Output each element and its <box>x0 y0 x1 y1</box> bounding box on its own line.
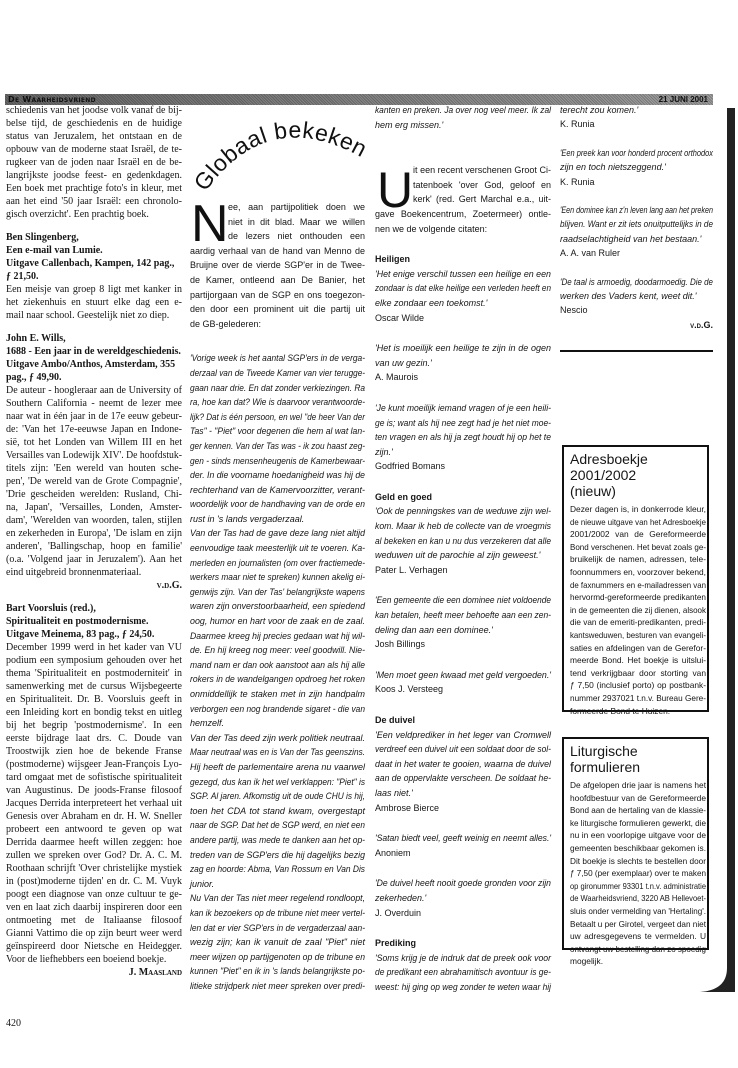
line-text: gen - sinds mensenheugenis de Kamerbewaar- <box>190 455 365 466</box>
liturgische-title: Liturgische formulieren <box>570 743 641 775</box>
line-text: weduwen uit de parochie al zijn geweest.' <box>375 550 541 561</box>
line-text: nummer 2937021 t.n.v. Bureau Gere- <box>570 692 706 703</box>
line-text: De afgelopen drie jaar is namens het <box>570 780 706 790</box>
line-text: naar wat in één jaar in de 17e eeuw gebeur- <box>6 411 182 422</box>
line-text: meer wijzen op partijgenoten op de tribune en <box>190 951 365 962</box>
line-text: 1688 - Een jaar in de wereldgeschiedenis. <box>6 346 181 357</box>
line-text: len dat er vier SGP'ers in de vergaderzaal aan- <box>190 922 365 933</box>
line-text: de predikant een abrahamitisch avontuur is ge- <box>375 967 551 978</box>
line-text: podium een symposium gehouden over het <box>6 655 182 666</box>
line-text: daat in het water te gooien, waarna de duivel <box>375 758 551 769</box>
line-text: saties en afdelingen van de Gerefor- <box>570 642 706 653</box>
line-text: Van der Tas had de gave deze lang niet altijd <box>190 528 365 539</box>
line-text: woordelijk voor de handhaving van de orde en <box>190 499 365 510</box>
line-text: 'Een gemeente die een dominee niet voldoende <box>375 595 551 606</box>
line-text: K. Runia <box>560 119 595 130</box>
line-text: 'Een veldprediker in het leger van Cromwell <box>375 729 551 740</box>
line-text: Roothaan schrijft 'Over christelijke mystiek <box>6 863 182 874</box>
line-text: verborgen een nog brandende sigaret - die van <box>190 703 365 714</box>
line-text: en zekerheden in Europa', 'De islam en zijn <box>6 528 182 539</box>
line-text: rechterhand van de Kamervoorzitter, verant- <box>190 484 365 495</box>
line-text: meerde Bond. Het boekje is uitslui- <box>570 655 706 666</box>
line-text: der. In die voorname hoedanigheid was hij de <box>190 470 365 481</box>
line-text: De duivel <box>375 715 416 725</box>
line-text: Uitgave Callenbach, Kampen, 142 pag., <box>6 258 175 269</box>
line-text: Koos J. Versteeg <box>375 684 444 695</box>
line-text: gezegd, dus kan ik het wel verklappen: "Piet" is <box>190 776 365 787</box>
line-text: merleden en journalisten (om over fractiemede- <box>190 557 365 568</box>
line-text: zijn en toch nietszeggend.' <box>560 162 666 173</box>
line-text: zijn.' <box>375 446 393 457</box>
line-text: onmiddellijk te staken met in zijn handpalm <box>190 689 365 699</box>
line-text: 'Het is moeilijk een heilige te zijn in de ogen <box>375 343 551 354</box>
line-text: A. A. van Ruler <box>560 248 621 259</box>
line-text: 'De duivel heeft nooit goede gronden voor zijn <box>375 878 551 889</box>
line-text: van Augustinus. De joods-Franse filosoof <box>6 785 182 796</box>
line-text: op gironummer 93301 t.n.v. administratie <box>570 880 706 891</box>
line-text: Maar neutraal was en is Van der Tas geenszins. <box>190 747 365 758</box>
line-text: Heiligen <box>375 254 411 265</box>
line-text: Hij heeft de parlementaire arena nu vaarwel <box>190 761 365 772</box>
line-text: 'De taal is armoedig, doodarmoedig. Die de <box>560 276 713 287</box>
line-text: al bekeken en kan u nu dus verzekeren dat alle <box>375 535 551 546</box>
line-text: raadselachtigheid van het bestaan.' <box>560 233 702 244</box>
line-text: Uitgave Meinema, 83 pag., ƒ 24,50. <box>6 629 155 640</box>
line-text: 'Vorige week is het aantal SGP'ers in de verga- <box>190 353 365 364</box>
line-text: 'Men moet geen kwaad met geld vergoeden.' <box>375 669 551 680</box>
line-text: (postmoderne) wijsgeer Jean-François Lyo- <box>6 759 182 770</box>
line-text: eerste bijdrage laat drs. C. Doude van <box>6 733 182 744</box>
line-text: gemeenten beschikbaar gekomen is. <box>570 842 706 853</box>
line-text: pen', 'De wereld van de Grote Compagnie', <box>6 476 182 487</box>
line-text: Een boek met prachtige foto's in kleur, met <box>6 183 182 194</box>
line-text: de lezers niet onthouden een <box>228 231 365 242</box>
issue-date: 21 JUNI 2001 <box>658 95 708 104</box>
line-text: junior. <box>190 878 215 889</box>
line-text: gave Boekencentrum, Zoetermeer) ontle- <box>375 208 551 219</box>
line-text: Ben Slingenberg, <box>6 232 79 243</box>
line-text: tend verkrijgbaar door storting van <box>570 667 706 678</box>
line-text: 2001/2002 van de Gereformeerde <box>570 529 706 540</box>
line-text: John E. Wills, <box>6 333 66 344</box>
line-text: Southern California - neemt de lezer mee <box>6 398 182 409</box>
line-text: Anoniem <box>375 847 411 858</box>
line-text: derzaal van de Tweede Kamer van vier terugge- <box>190 367 365 378</box>
publication-name: De Waarheidsvriend <box>8 95 96 104</box>
line-text: Nu Van der Tas niet meer regelend rondloopt, <box>190 893 365 904</box>
line-text: toen het CDA tot stand kwam, overgestapt <box>190 805 365 816</box>
line-text: in de gemeenten die zij dienen, alsook <box>570 604 706 615</box>
line-text: kunnen "Piet" en ik in 's lands belangrijkste po- <box>190 966 365 977</box>
line-text: opbouw van de moderne staat Israël, de te- <box>6 144 182 155</box>
line-text: kan ik bezoekers op de tribune niet meer vertel- <box>190 907 365 918</box>
line-text: Een e-mail van Lumie. <box>6 245 103 256</box>
line-text: Bond verschenen. Het bevat zoals ge- <box>570 541 706 552</box>
line-text: de faxnummers en e-mailadressen van <box>570 579 706 590</box>
line-text: den door een prominent uit die partij uit <box>190 304 365 315</box>
line-text: 'Drie gescheiden werelden: Rusland, Chi- <box>6 489 182 500</box>
line-text: dam', 'Werelden van woorden, talen, stijlen <box>6 515 182 526</box>
line-text: langrijkste joodse feest- en gedenkdagen. <box>6 170 182 181</box>
line-text: de. En hij kreeg nog meer: veel goodwill. Nie- <box>190 645 365 656</box>
line-text: blijven. Want er zit iets onuitputtelijks in de <box>560 219 713 230</box>
line-text: ee, aan partijpolitiek doen we <box>228 202 365 212</box>
line-text: Genesis over Abraham en dr. H. W. Sneller <box>6 811 182 822</box>
line-text: tatenboek 'over God, geloof en <box>413 179 551 190</box>
line-text: Derrida daarmee heeft willen zeggen: hoe <box>6 837 182 848</box>
line-text: ƒ 7,50 (per exemplaar) over te maken <box>570 868 706 879</box>
line-text: ger kennen. Van der Tas was - ik zou haast zeg- <box>190 440 365 451</box>
line-text: ten vragen en als hij ja zegt houdt hij op het te <box>375 432 551 443</box>
line-text: ƒ 7,50 (inclusief porto) op postbank- <box>570 680 706 691</box>
line-text: Troostwijk zien hoe de bekende Franse <box>6 746 182 757</box>
line-text: de: 'Van het 17e-eeuwse Japan en Indone- <box>6 424 182 435</box>
line-text: de Waarheidsvriend, 3220 AB Hellevoet- <box>570 893 706 904</box>
line-text: eenvoudige taak meesterlijk uit te voeren. Ka- <box>190 543 365 554</box>
line-text: zag en hoorde: Abma, Van Rossum en Van Dis <box>190 864 365 875</box>
line-text: zullen we spreken over God? Dr. A. C. M. <box>6 850 182 861</box>
line-text: status van Jeruzalem, het ontstaan en de <box>6 131 182 142</box>
line-text: ge is; want als hij nee zegt had je het niet moe- <box>375 417 551 428</box>
line-text: Betaalt u per Girotel, vergeet dan niet <box>570 918 706 929</box>
line-text: Godfried Bomans <box>375 461 446 472</box>
line-text: van uw gezin.' <box>375 357 432 368</box>
line-text: Geld en goed <box>375 491 433 502</box>
line-text: Jacques Derrida interpreteert het verhaal uit <box>6 798 182 809</box>
line-text: werken des Vaders kent, weet dit.' <box>560 290 697 301</box>
line-text: weest: hij ging op weg zonder te weten waar hij <box>375 981 551 992</box>
line-text: Pater L. Verhagen <box>375 564 448 575</box>
line-text: Een meisje van groep 8 ligt met kanker in <box>6 284 182 295</box>
line-text: A. Maurois <box>375 372 419 383</box>
line-text: waren zijn onverstoorbaarheid, een spiedend <box>190 601 365 612</box>
line-text: niet in dit blad. Maar we willen <box>228 216 365 227</box>
line-text: Ambrose Bierce <box>375 802 440 813</box>
line-text: uw adresgegevens te vermelden. U <box>570 931 706 942</box>
line-text: en Spiritualiteit. Dr. B. Voorsluis geeft in <box>6 694 182 705</box>
line-text: de Kamer, ontleend aan De Banier, het <box>190 274 365 285</box>
line-text: treden van de SGP'ers die hij dagelijks bezig <box>190 849 365 860</box>
line-text: ra, hoe kan dat? Wie is daarvoor verantwoorde- <box>190 397 365 408</box>
line-text: (o.a. 'Volgend jaar in Jeruzalem'). Aan het <box>6 554 182 565</box>
line-text: andere partij, was mede te danken aan het op- <box>190 834 365 845</box>
line-text: Van der Tas deed zijn werk politiek neutraal. <box>190 732 365 743</box>
dropcap-u: U <box>377 162 414 218</box>
line-text: zondaar is dat elke heilige een verleden heeft en <box>375 283 551 294</box>
line-text: poogt een diagnose van onze cultuur te ge- <box>6 889 182 900</box>
line-text: hemzelf. <box>190 718 225 729</box>
line-text: elke zondaar een toekomst.' <box>375 297 488 308</box>
line-text: na, Japan', 'Versailles, Londen, Amster- <box>6 502 182 513</box>
line-text: belse tijd, de geschiedenis en de huidige <box>6 118 182 129</box>
line-text: samenwerking met de cursus Wijsbegeerte <box>6 681 182 692</box>
line-text: mogelijk. <box>570 956 604 967</box>
line-text: bruikelijk de namen, adressen, tele- <box>570 554 706 565</box>
line-text: Tas" - "Piet" voor degenen die hem al wat lan- <box>190 426 365 437</box>
line-text: hem erg missen.' <box>375 119 444 130</box>
line-text: naar de SGP. Dat het de SGP werd, en niet een <box>190 820 365 831</box>
line-text: Versailles van Lodewijk XIV'. De hoofdstuk- <box>6 450 182 461</box>
line-text: in (post)moderne tijden' en dr. C. M. Vuyk <box>6 876 182 887</box>
line-text: zekerheden.' <box>375 892 427 903</box>
line-text: formeerde Bond te Huizen. <box>570 705 671 716</box>
line-text: gaan naar drie. En dat zonder verkiezingen. Ra <box>190 382 365 393</box>
line-text: 'Je kunt moeilijk iemand vragen of je een heili- <box>375 402 551 413</box>
line-text: anderen', 'Ballingschap, hoop en familie' <box>6 541 182 552</box>
line-text: die van de emeriti-predikanten, predi- <box>570 617 706 628</box>
line-text: eind uitgebreid bronnenmateriaal. <box>6 567 142 578</box>
line-text: rugkeer van de joden naar Israël en de be- <box>6 157 182 168</box>
line-text: oog, humor en hart voor de zaak en de zaal. <box>190 616 365 627</box>
line-text: v.d.G. <box>156 580 182 591</box>
line-text: terecht zou komen.' <box>560 105 639 115</box>
line-text: een Inleiding kort en bondig tekst en uitleg <box>6 707 182 718</box>
line-text: Voor de liefhebbers een boeiend boekje. <box>6 954 167 965</box>
line-text: mand nam er dan ook aanstoot aan als hij alle <box>190 659 365 670</box>
line-text: probeert een antwoord te geven op wat <box>6 824 182 835</box>
line-text: De auteur - hoogleraar aan de University of <box>6 385 182 396</box>
section-title: Globaal bekeken <box>188 116 372 196</box>
line-text: wezig zijn; kan ik vanuit de zaal "Piet" niet <box>190 937 365 948</box>
line-text: SGP. Al jaren. Afkomstig uit de oude CHU is hij, <box>190 791 365 802</box>
line-text: Spiritualiteit en postmodernisme. <box>6 616 149 627</box>
line-text: Gianni Vattimo die op zijn beurt weer werd <box>6 928 182 939</box>
line-text: 'Satan biedt veel, geeft weinig en neemt alles.' <box>375 833 551 844</box>
line-text: ƒ 21,50. <box>6 271 39 282</box>
line-text: rokers in de wandelgangen opdroeg het roken <box>190 674 365 685</box>
line-text: hoofdbestuur van de Gereformeerde <box>570 792 706 803</box>
line-text: Bart Voorsluis (red.), <box>6 603 96 614</box>
line-text: tard omgaat met de sofistische spiritualiteit <box>6 772 182 783</box>
line-text: sluis onder vermelding van 'Hertaling'. <box>570 905 706 916</box>
line-text: 'Soms krijg je de indruk dat de preek ook voor <box>375 952 551 963</box>
line-text: ke liturgische formulieren gewerkt, die <box>570 817 706 828</box>
line-text: J. Maasland <box>128 967 182 978</box>
line-text: v.d.G. <box>690 319 713 330</box>
line-text: 'Een dominee kan z'n leven lang aan het preken <box>560 204 713 215</box>
box-title-line: Adresboekje 2001/2002 <box>570 451 648 483</box>
line-text: Dezer dagen is, in donkerrode kleur, <box>570 504 706 514</box>
line-text: kan betalen, heeft meer behoefte aan een zen- <box>375 610 551 621</box>
line-text: J. Overduin <box>375 907 422 918</box>
line-text: kom. Maar ik heb de collecte van de vroegmis <box>375 521 551 532</box>
line-text: Daarmee kreeg hij precies gedaan wat hij wil- <box>190 630 365 641</box>
line-text: nen we de volgende citaten: <box>375 223 488 234</box>
dropcap-n: N <box>191 195 229 253</box>
line-text: ven en laat zich daarbij inspireren door een <box>6 902 182 913</box>
line-text: het ziekenhuis en stuurt elke dag een e- <box>6 297 182 308</box>
line-text: schiedenis van het joodse volk vanaf de bij- <box>6 105 182 116</box>
line-text: lijk? Dat is één persoon, en wel "de heer Van der <box>190 411 365 422</box>
line-text: 'Het enige verschil tussen een heilige en een <box>375 268 551 279</box>
line-text: thema 'Spiritualiteit en postmoderniteit' in <box>6 668 182 679</box>
line-text: Bruijne over de vierde SGP'er in de Twee- <box>190 260 365 271</box>
line-text: Josh Billings <box>375 639 426 650</box>
line-text: kanten en preken. Ja over nog veel meer. Ik zal <box>375 105 551 115</box>
line-text: geïnspireerd door Nietsche en Heidegger. <box>6 941 182 952</box>
line-text: partijorgaan van de SGP en ons toegezon- <box>190 289 365 300</box>
line-text: aan de oppervlakte verscheen. De soldaat he- <box>375 773 551 784</box>
line-text: kantsweduwen, besturen van evangeli- <box>570 629 706 640</box>
line-text: genwijs zijn. Van der Tas' belangrijkste wapens <box>190 586 365 597</box>
line-text: aardig verhaal van de hand van Menno de <box>190 245 365 256</box>
line-text: de nieuwe uitgave van het Adresboekje <box>570 516 706 527</box>
line-text: mail naar school. Geestelijk niet zo diep. <box>6 310 170 321</box>
page-number: 420 <box>6 1018 21 1029</box>
line-text: ontmoeting met de Italiaanse filosoof <box>6 915 182 926</box>
line-text: kerk' (red. Gert Marchal e.a., uit- <box>413 194 551 205</box>
line-text: K. Runia <box>560 176 595 187</box>
line-text: titels zijn: 'Een wereld van houten sche- <box>6 463 182 474</box>
line-text: de GB-gelederen: <box>190 318 262 329</box>
line-text: laas niet.' <box>375 787 413 798</box>
line-text: Nescio <box>560 305 588 316</box>
line-text: it een recent verschenen Groot Ci- <box>413 165 551 176</box>
line-text: deling dan aan een dominee.' <box>375 624 493 635</box>
line-text: December 1999 werd in het kader van VU <box>6 642 182 653</box>
line-text: nu in een voorlopige uitgave voor de <box>570 830 706 841</box>
line-text: gisch overzicht'. Een prachtig boek. <box>6 209 149 220</box>
line-text: Oscar Wilde <box>375 312 425 323</box>
line-text: werkers maar niet te spreken) kunnen akelig ei- <box>190 572 365 583</box>
line-text: hervormd-gereformeerde predikanten <box>570 592 706 603</box>
line-text: litieke strijdperk niet meer spreken over predi- <box>190 980 365 991</box>
line-text: foonnummers en, voorzover bekend, <box>570 566 706 577</box>
line-text: verdreef een duivel uit een soldaat door de sol- <box>375 744 551 755</box>
line-text: Bond aan de hertaling van de klassie- <box>570 805 706 816</box>
line-text: sië, tot het Londen van Willem III en het <box>6 437 182 448</box>
box-title-line: (nieuw) <box>570 483 616 499</box>
line-text: aan het eind '50 jaar Israël: een chronolo- <box>6 196 182 207</box>
line-text: pag., ƒ 49,90. <box>6 372 62 383</box>
line-text: 'Ook de penningskes van de weduwe zijn wel- <box>375 506 551 517</box>
line-text: 'Een preek kan voor honderd procent orthodox <box>560 147 713 158</box>
line-text: bij het begrip 'postmodernisme'. In een <box>6 720 182 731</box>
line-text: Prediking <box>375 938 417 949</box>
line-text: Dit boekje is slechts te bestellen door <box>570 855 706 866</box>
line-text: Uitgave Ambo/Anthos, Amsterdam, 355 <box>6 359 176 370</box>
line-text: ontvangt uw bestelling dan zo spoedig <box>570 943 706 954</box>
line-text: rust in 's lands vergaderzaal. <box>190 513 305 524</box>
